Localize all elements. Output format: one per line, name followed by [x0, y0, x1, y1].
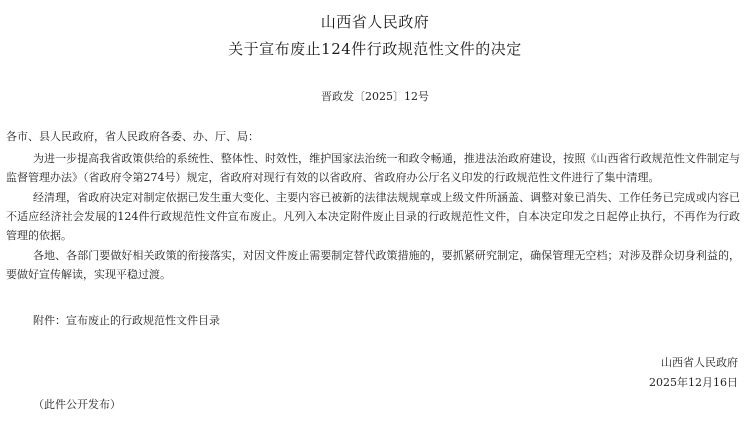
salutation: 各市、县人民政府，省人民政府各委、办、厅、局： — [6, 130, 259, 143]
attachment-line: 附件：宣布废止的行政规范性文件目录 — [33, 314, 220, 327]
document-number: 晋政发〔2025〕12号 — [321, 90, 429, 103]
signing-date: 2025年12月16日 — [649, 376, 738, 389]
issuer-title: 山西省人民政府 — [320, 13, 430, 31]
document-title: 关于宣布废止124件行政规范性文件的决定 — [228, 40, 522, 58]
paragraph-2: 经清理，省政府决定对制定依据已发生重大变化、主要内容已被新的法律法规规章或上级文件所涵盖、调整对象已消失、工作任务已完成或内容已不适应经济社会发展的124件行政规范性文件宣布废止。凡列入本决定附件废止目录的行政规范性文件，自本决定印发之日起停止执行，不再作为行政管理的依据。 — [6, 191, 740, 242]
paragraph-1: 为进一步提高我省政策供给的系统性、整体性、时效性，维护国家法治统一和政令畅通，推进法治政府建设，按照《山西省行政规范性文件制定与监督管理办法》（省政府令第274号）规定，省政府对现行有效的以省政府、省政府办公厅名义印发的行政规范性文件进行了集中清理。 — [6, 152, 740, 184]
paragraph-3: 各地、各部门要做好相关政策的衔接落实，对因文件废止需要制定替代政策措施的，要抓紧研究制定，确保管理无空档；对涉及群众切身利益的，要做好宣传解读，实现平稳过渡。 — [6, 249, 740, 281]
signing-organization: 山西省人民政府 — [661, 356, 738, 369]
publication-note: （此件公开发布） — [33, 398, 121, 411]
